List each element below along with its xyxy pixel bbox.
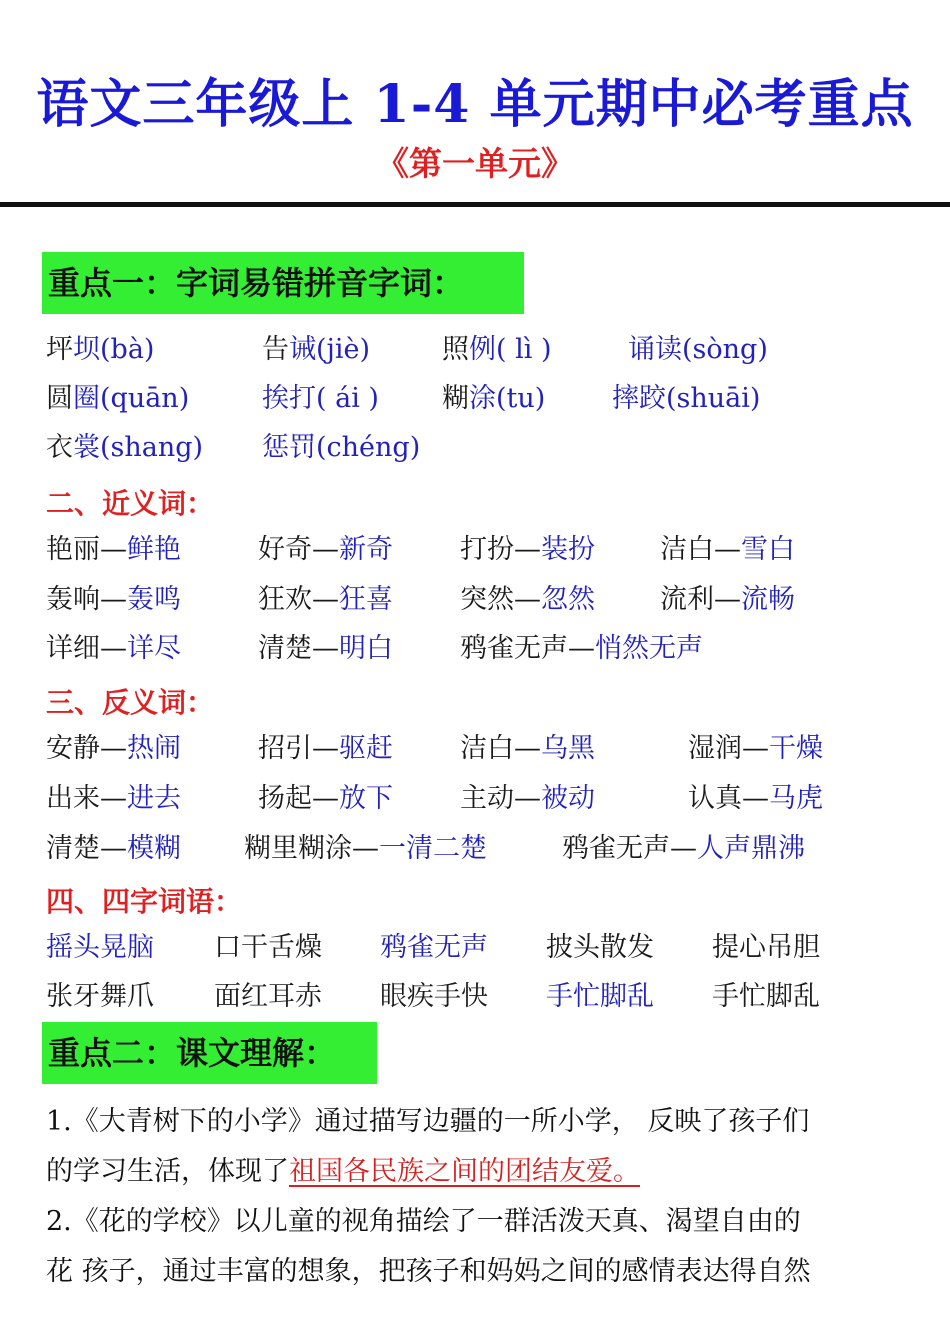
pinyin-item: 告诫(jiè) — [262, 334, 371, 365]
pinyin-row — [0, 328, 950, 372]
pinyin-item: 摔跤(shuāi) — [612, 383, 761, 414]
synonym-row — [0, 528, 950, 572]
pinyin-item: 照例( lì ) — [442, 334, 552, 365]
synonym-pair: 打扮—装扮 — [460, 534, 595, 565]
page-title: 语文三年级上 1-4 单元期中必考重点 — [36, 74, 914, 135]
idiom-item: 口干舌燥 — [214, 932, 322, 963]
synonym-pair: 突然—忽然 — [460, 584, 595, 615]
antonym-pair: 扬起—放下 — [258, 783, 393, 814]
pinyin-item: 惩罚(chéng) — [262, 432, 421, 463]
antonym-row — [0, 827, 950, 871]
antonym-pair: 糊里糊涂—一清二楚 — [244, 833, 487, 864]
idiom-item: 摇头晃脑 — [46, 932, 154, 963]
idiom-item: 眼疾手快 — [380, 981, 488, 1012]
idiom-item: 提心吊胆 — [712, 932, 820, 963]
idiom-item: 张牙舞爪 — [46, 981, 154, 1012]
antonym-pair: 清楚—模糊 — [46, 833, 181, 864]
pinyin-item: 诵读(sòng) — [628, 334, 768, 365]
idiom-item: 手忙脚乱 — [712, 981, 820, 1012]
idiom-item: 面红耳赤 — [214, 981, 322, 1012]
pinyin-item: 挨打( ái ) — [262, 383, 379, 414]
antonym-pair: 湿润—干燥 — [688, 733, 823, 764]
pinyin-row — [0, 426, 950, 470]
idiom-row — [0, 926, 950, 970]
idiom-item: 鸦雀无声 — [380, 932, 488, 963]
synonym-row — [0, 578, 950, 622]
pinyin-item: 衣裳(shang) — [46, 432, 204, 463]
antonym-pair: 出来—进去 — [46, 783, 181, 814]
synonyms-heading: 二、近义词： — [46, 487, 215, 520]
synonym-pair: 轰响—轰鸣 — [46, 584, 181, 615]
paragraph-1-line-2: 的学习生活，体现了祖国各民族之间的团结友爱。 — [46, 1156, 640, 1187]
antonym-pair: 主动—被动 — [460, 783, 595, 814]
synonym-pair: 鸦雀无声—悄然无声 — [460, 633, 703, 664]
pinyin-item: 圆圈(quān) — [46, 383, 190, 414]
antonyms-heading: 三、反义词： — [46, 686, 215, 719]
paragraph-2-line-2: 花 孩子，通过丰富的想象，把孩子和妈妈之间的感情表达得自然 — [46, 1256, 811, 1287]
antonym-pair: 认真—马虎 — [688, 783, 823, 814]
synonym-pair: 好奇—新奇 — [258, 534, 393, 565]
idiom-item: 披头散发 — [546, 932, 654, 963]
antonym-row — [0, 727, 950, 771]
antonym-pair: 洁白—乌黑 — [460, 733, 595, 764]
idioms-heading: 四、四字词语： — [46, 885, 243, 918]
idiom-row — [0, 975, 950, 1019]
antonym-pair: 招引—驱赶 — [258, 733, 393, 764]
pinyin-item: 坪坝(bà) — [46, 334, 155, 365]
pinyin-item: 糊涂(tu) — [442, 383, 546, 414]
synonym-pair: 狂欢—狂喜 — [258, 584, 393, 615]
idiom-item: 手忙脚乱 — [546, 981, 654, 1012]
key-point-one-heading: 重点一：字词易错拼音字词： — [42, 252, 524, 314]
antonym-pair: 鸦雀无声—人声鼎沸 — [562, 833, 805, 864]
paragraph-1-line-1: 1.《大青树下的小学》通过描写边疆的一所小学， 反映了孩子们 — [46, 1106, 810, 1137]
synonym-pair: 详细—详尽 — [46, 633, 181, 664]
synonym-pair: 清楚—明白 — [258, 633, 393, 664]
unit-subtitle: 《第一单元》 — [376, 144, 574, 183]
synonym-row — [0, 627, 950, 671]
synonym-pair: 艳丽—鲜艳 — [46, 534, 181, 565]
synonym-pair: 流利—流畅 — [660, 584, 795, 615]
antonym-pair: 安静—热闹 — [46, 733, 181, 764]
paragraph-2-line-1: 2.《花的学校》以儿童的视角描绘了一群活泼天真、渴望自由的 — [46, 1206, 801, 1237]
header-divider — [0, 202, 950, 207]
pinyin-row — [0, 377, 950, 421]
key-point-two-heading: 重点二：课文理解： — [42, 1022, 377, 1084]
antonym-row — [0, 777, 950, 821]
underlined-answer: 祖国各民族之间的团结友爱。 — [289, 1156, 640, 1187]
synonym-pair: 洁白—雪白 — [660, 534, 795, 565]
